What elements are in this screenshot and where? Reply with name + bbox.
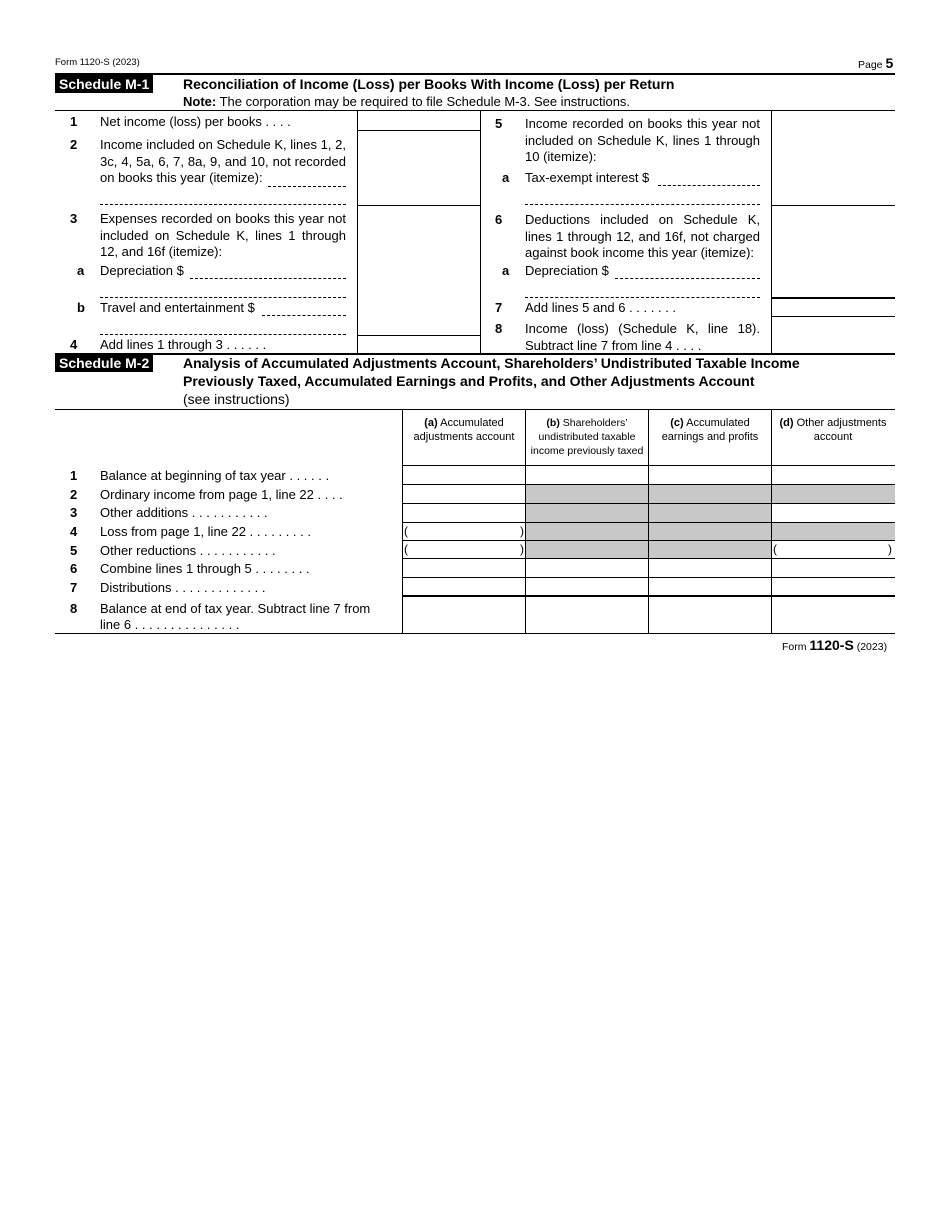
m1-line3-text: Expenses recorded on books this year not included on Schedule K, lines 1 through 12, and 16f (itemize):	[100, 211, 346, 259]
schedule-m2-title-3: (see instructions)	[183, 391, 290, 407]
m1-line4-num: 4	[70, 337, 78, 352]
m2-r5-a-paren-close: )	[520, 542, 524, 556]
m2-row3-text: Other additions . . . . . . . . . . .	[100, 505, 268, 520]
m2-row6-num: 6	[70, 561, 78, 576]
m2-row5-text: Other reductions . . . . . . . . . . .	[100, 543, 276, 558]
m1-line8-num: 8	[495, 321, 503, 336]
m2-row8-text-1: Balance at end of tax year. Subtract line 7 from	[100, 601, 371, 616]
m1-line5a-field-2[interactable]	[525, 204, 760, 205]
m2-row2-text: Ordinary income from page 1, line 22 . . . .	[100, 487, 343, 502]
m2-r1-col-d[interactable]	[772, 466, 894, 484]
schedule-m1-title: Reconciliation of Income (Loss) per Books With Income (Loss) per Return	[183, 76, 675, 92]
m1-line3b-text: Travel and entertainment $	[100, 300, 255, 315]
m2-r8-col-a[interactable]	[403, 597, 525, 633]
schedule-m2-tag: Schedule M-2	[55, 354, 153, 372]
m2-row2-num: 2	[70, 487, 78, 502]
m2-r3-col-a[interactable]	[403, 504, 525, 522]
m1-line5-text: Income recorded on books this year not included on Schedule K, lines 1 through 10 (itemize):	[525, 116, 760, 164]
m1-line2-num: 2	[70, 137, 78, 152]
page-number-value: 5	[885, 55, 894, 71]
m2-r7-col-c[interactable]	[649, 578, 771, 595]
m2-row4-text: Loss from page 1, line 22 . . . . . . . . .	[100, 524, 311, 539]
m1-line6-num: 6	[495, 212, 503, 227]
footer-prefix: Form	[782, 641, 807, 653]
m1-line8-text: Income (loss) (Schedule K, line 18). Subtract line 7 from line 4 . . . .	[525, 321, 760, 353]
form-footer	[782, 637, 887, 653]
col-d-label2: account	[813, 431, 853, 443]
m2-r8-col-b[interactable]	[526, 597, 648, 633]
col-b-label1: Shareholders’	[562, 417, 628, 429]
m2-row7-num: 7	[70, 580, 78, 595]
col-b-letter: (b)	[546, 417, 560, 429]
schedule-m1-tag: Schedule M-1	[55, 75, 153, 93]
m2-r6-col-d[interactable]	[772, 559, 894, 577]
m1-line4-text: Add lines 1 through 3 . . . . . .	[100, 337, 267, 352]
m2-r5-col-a[interactable]	[403, 541, 525, 558]
m1-line3a-field-2[interactable]	[100, 297, 346, 298]
col-a-label1: Accumulated	[440, 417, 504, 429]
m2-r1-col-a[interactable]	[403, 466, 525, 484]
form-id-header: Form 1120-S (2023)	[55, 57, 140, 68]
m1-line1-num: 1	[70, 114, 78, 129]
m1-line3b-travel-field[interactable]	[262, 315, 346, 316]
page-number	[858, 55, 893, 71]
m1-line3a-depreciation-field[interactable]	[190, 278, 346, 279]
note-text: The corporation may be required to file Schedule M-3. See instructions.	[219, 94, 631, 109]
m1-line6a-depreciation-field[interactable]	[615, 278, 760, 279]
m2-col-d-header	[772, 416, 894, 444]
footer-form-number: 1120-S	[809, 637, 854, 653]
m2-r8-col-d[interactable]	[772, 597, 894, 633]
m1-line6a-letter: a	[502, 263, 510, 278]
m1-line1-text: Net income (loss) per books . . . .	[100, 114, 291, 129]
m1-line3-num: 3	[70, 211, 78, 226]
m1-line1-amount[interactable]	[358, 111, 479, 130]
m1-line3-amount[interactable]	[358, 206, 479, 335]
m1-line7-amount[interactable]	[772, 299, 894, 316]
footer-year: (2023)	[856, 641, 888, 653]
m2-r6-col-b[interactable]	[526, 559, 648, 577]
m2-r5-d-paren-open: (	[773, 542, 777, 556]
col-d-label1: Other adjustments	[796, 417, 887, 429]
m2-r1-col-c[interactable]	[649, 466, 771, 484]
m2-row8-text-2: line 6 . . . . . . . . . . . . . . .	[100, 617, 240, 632]
m1-line2-text: Income included on Schedule K, lines 1, 2, 3c, 4, 5a, 6, 7, 8a, 9, and 10, not recorded on books this year (itemize):	[100, 137, 346, 185]
m2-row6-text: Combine lines 1 through 5 . . . . . . . .	[100, 561, 310, 576]
m2-r4-a-paren-close: )	[520, 524, 524, 538]
m1-line4-amount[interactable]	[358, 336, 479, 353]
m1-line2-amount[interactable]	[358, 131, 479, 205]
col-b-label2: undistributed taxable	[538, 431, 636, 443]
m2-r8-col-c[interactable]	[649, 597, 771, 633]
col-c-label1: Accumulated	[686, 417, 750, 429]
schedule-m2-title-1: Analysis of Accumulated Adjustments Account, Shareholders’ Undistributed Taxable Income	[183, 355, 800, 371]
m1-line3a-letter: a	[77, 263, 85, 278]
m1-line5a-text: Tax-exempt interest $	[525, 170, 650, 185]
m1-line7-text: Add lines 5 and 6 . . . . . . .	[525, 300, 677, 315]
m2-row3-num: 3	[70, 505, 78, 520]
m1-line3a-text: Depreciation $	[100, 263, 184, 278]
m1-line6a-text: Depreciation $	[525, 263, 609, 278]
col-a-letter: (a)	[424, 417, 438, 429]
m2-row2-shade	[526, 485, 895, 503]
m2-r6-col-c[interactable]	[649, 559, 771, 577]
m2-r6-col-a[interactable]	[403, 559, 525, 577]
m2-r3-col-d[interactable]	[772, 504, 894, 522]
col-d-letter: (d)	[779, 417, 794, 429]
m2-header-rule	[55, 409, 895, 410]
m2-r7-col-a[interactable]	[403, 578, 525, 595]
m2-r1-col-b[interactable]	[526, 466, 648, 484]
note-label: Note:	[183, 94, 217, 109]
m1-center-divider	[480, 110, 481, 353]
schedule-m2-title-2: Previously Taxed, Accumulated Earnings and Profits, and Other Adjustments Account	[183, 373, 755, 389]
m1-line7-num: 7	[495, 300, 503, 315]
m2-r7-col-b[interactable]	[526, 578, 648, 595]
m1-line2-itemize-field[interactable]	[268, 186, 346, 187]
m2-row1-num: 1	[70, 468, 78, 483]
m1-line5a-letter: a	[502, 170, 510, 185]
m2-row1-text: Balance at beginning of tax year . . . . . .	[100, 468, 330, 483]
m2-r5-d-paren-close: )	[888, 542, 892, 556]
m2-r2-col-a[interactable]	[403, 485, 525, 503]
m2-r4-a-paren-open: (	[404, 524, 408, 538]
m2-row4-num: 4	[70, 524, 78, 539]
col-a-label2: adjustments account	[413, 431, 515, 443]
m2-r4-col-a[interactable]	[403, 523, 525, 540]
m2-col-a-header	[403, 416, 525, 444]
m1-line5-amount[interactable]	[772, 111, 894, 205]
m2-r7-col-d[interactable]	[772, 578, 894, 595]
m1-line6-text: Deductions included on Schedule K, lines 1 through 12, and 16f, not charged against book income this year (itemize):	[525, 212, 760, 260]
m1-line3b-letter: b	[77, 300, 85, 315]
m2-row7-text: Distributions . . . . . . . . . . . . .	[100, 580, 266, 595]
schedule-m1-note	[183, 94, 630, 110]
m2-row8-num: 8	[70, 601, 78, 616]
m2-r5-a-paren-open: (	[404, 542, 408, 556]
m2-col-b-header	[526, 416, 648, 458]
col-c-letter: (c)	[670, 417, 684, 429]
col-b-label3: income previously taxed	[530, 445, 644, 457]
col-c-label2: earnings and profits	[661, 431, 759, 443]
m2-row5-num: 5	[70, 543, 78, 558]
m2-col-c-header	[649, 416, 771, 444]
m1-line5-num: 5	[495, 116, 503, 131]
m1-line6-amount[interactable]	[772, 206, 894, 297]
m1-line8-amount[interactable]	[772, 317, 894, 353]
m2-r5-col-d[interactable]	[772, 541, 894, 558]
page-prefix: Page	[858, 59, 883, 71]
m1-line3b-field-2[interactable]	[100, 334, 346, 335]
m2-row4-shade	[526, 523, 895, 541]
m1-line2-itemize-field-2[interactable]	[100, 204, 346, 205]
m1-line5a-interest-field[interactable]	[658, 185, 760, 186]
m1-line6a-field-2[interactable]	[525, 297, 760, 298]
